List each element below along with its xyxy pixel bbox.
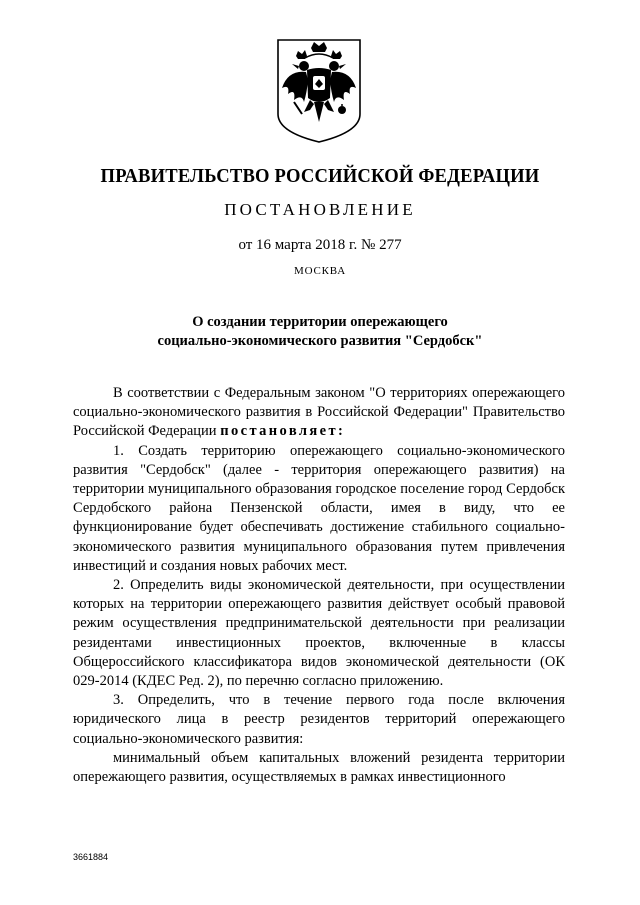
city: МОСКВА bbox=[294, 265, 346, 277]
government-name: ПРАВИТЕЛЬСТВО РОССИЙСКОЙ ФЕДЕРАЦИИ bbox=[100, 165, 540, 187]
document-type: ПОСТАНОВЛЕНИЕ bbox=[224, 200, 416, 219]
decides-word: постановляет: bbox=[220, 423, 346, 440]
intro-text: В соответствии с Федеральным законом "О территориях опережающего социально-экономического развития в Российской Федерации" Правительство Российской Федерации bbox=[73, 385, 565, 440]
paragraph-3: 3. Определить, что в течение первого года после включения юридического лица в реестр резидентов территорий опережающего социально-экономического развития: bbox=[73, 692, 565, 747]
document-body bbox=[73, 384, 565, 787]
title-line-1: О создании территории опережающего bbox=[192, 314, 448, 330]
paragraph-1: 1. Создать территорию опережающего социально-экономического развития "Сердобск" (далее - территория опережающего развития) на территории муниципального образования городское поселение город Сердобск Сердобского района Пензенской области, имея в виду, что ее функционирование будет обеспечивать достижение стабильного социально-экономического развития муниципального образования путем привлечения инвестиций и создания новых рабочих мест. bbox=[73, 442, 565, 574]
document-title bbox=[0, 313, 640, 351]
paragraph-2: 2. Определить виды экономической деятельности, при осуществлении которых на территории опережающего развития действует особый правовой режим осуществления предпринимательской деятельности при реализации резидентами инвестиционных проектов, включенные в классы Общероссийского классификатора видов экономической деятельности (ОК 029-2014 (КДЕС Ред. 2), по перечню согласно приложению. bbox=[73, 577, 565, 690]
coat-of-arms-icon bbox=[274, 36, 364, 144]
title-line-2: социально-экономического развития "Сердобск" bbox=[157, 333, 483, 349]
date-and-number: от 16 марта 2018 г. № 277 bbox=[238, 237, 402, 253]
paragraph-4: минимальный объем капитальных вложений резидента территории опережающего развития, осуществляемых в рамках инвестиционного bbox=[73, 749, 565, 786]
document-number: 3661884 bbox=[73, 852, 109, 862]
intro-paragraph bbox=[73, 384, 565, 442]
